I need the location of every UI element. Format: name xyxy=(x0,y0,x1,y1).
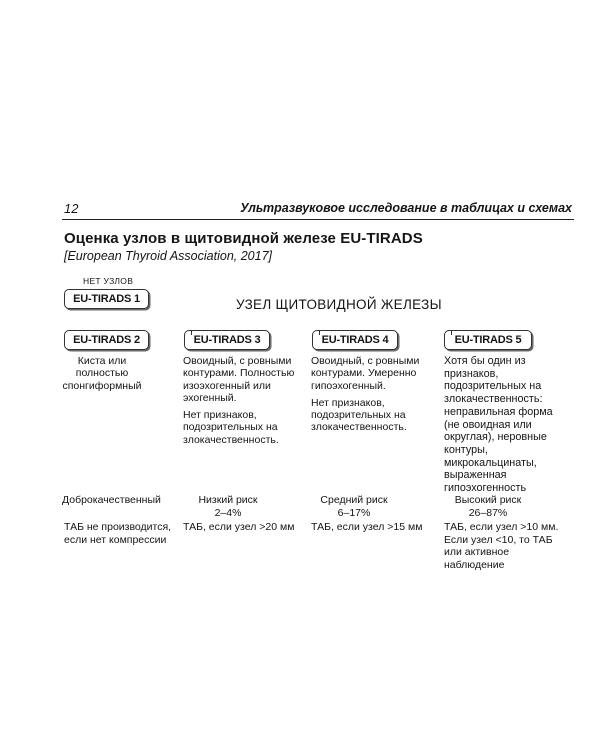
tirads-5-risk xyxy=(448,494,528,519)
tirads-4-risk xyxy=(314,494,394,519)
risk-level: Средний риск xyxy=(320,494,388,506)
risk-level: Высокий риск xyxy=(454,494,522,506)
tirads-5-action xyxy=(444,521,569,571)
badge-tick xyxy=(319,330,320,335)
description-text: Нет признаков, подозрительных на злокачественность. xyxy=(183,409,279,446)
page-number: 12 xyxy=(64,201,79,216)
badge-label: EU-TIRADS 4 xyxy=(321,334,389,346)
tirads-4-description xyxy=(311,355,426,439)
page-title: Оценка узлов в щитовидной железе EU-TIRADS xyxy=(64,230,423,247)
eu-tirads-1-badge: EU-TIRADS 1 xyxy=(64,289,149,309)
action-text: ТАБ, если узел >10 мм. xyxy=(444,521,559,533)
risk-level: Низкий риск xyxy=(198,494,258,506)
eu-tirads-5-badge xyxy=(444,330,532,350)
tirads-2-risk xyxy=(62,494,162,507)
description-text: Хотя бы один из признаков, подозрительных на злокачественность: неправильная форма (не овоидная или округлая), неровные контуры, микрокальцинаты, выраженная гипоэхогенность xyxy=(444,355,553,495)
tirads-3-description xyxy=(183,355,298,451)
tirads-4-action xyxy=(311,521,431,534)
action-text: ТАБ не производится, если нет компрессии xyxy=(64,521,172,546)
action-text: Если узел <10, то ТАБ или активное наблюдение xyxy=(444,533,553,571)
risk-level: Доброкачественный xyxy=(62,494,161,506)
risk-percent: 6–17% xyxy=(337,506,371,519)
no-nodes-label: НЕТ УЗЛОВ xyxy=(83,276,134,286)
badge-tick xyxy=(191,330,192,335)
tirads-2-action xyxy=(64,521,174,546)
tirads-2-description xyxy=(62,355,142,397)
tirads-3-action xyxy=(183,521,303,534)
section-heading: УЗЕЛ ЩИТОВИДНОЙ ЖЕЛЕЗЫ xyxy=(236,297,442,312)
risk-percent: 26–87% xyxy=(468,506,508,519)
badge-label: EU-TIRADS 5 xyxy=(454,334,522,346)
badge-label: EU-TIRADS 3 xyxy=(193,334,261,346)
running-title: Ультразвуковое исследование в таблицах и схемах xyxy=(240,201,572,215)
description-text: Киста или полностью спонгиформный xyxy=(62,355,142,392)
tirads-5-description xyxy=(444,355,562,500)
action-text: ТАБ, если узел >20 мм xyxy=(183,521,295,533)
description-text: Овоидный, с ровными контурами. Полностью изоэхогенный или эхогенный. xyxy=(183,355,295,404)
source-citation: [European Thyroid Association, 2017] xyxy=(64,249,272,263)
description-text: Нет признаков, подозрительных на злокачественность. xyxy=(311,396,407,434)
badge-tick xyxy=(451,330,452,335)
eu-tirads-3-badge xyxy=(184,330,270,350)
description-text: Овоидный, с ровными контурами. Умеренно гипоэхогенный. xyxy=(311,355,420,392)
action-text: ТАБ, если узел >15 мм xyxy=(311,521,423,533)
eu-tirads-2-badge: EU-TIRADS 2 xyxy=(64,330,149,350)
tirads-3-risk xyxy=(188,494,268,519)
risk-percent: 2–4% xyxy=(214,506,242,519)
eu-tirads-4-badge xyxy=(312,330,398,350)
header-rule xyxy=(62,219,574,220)
